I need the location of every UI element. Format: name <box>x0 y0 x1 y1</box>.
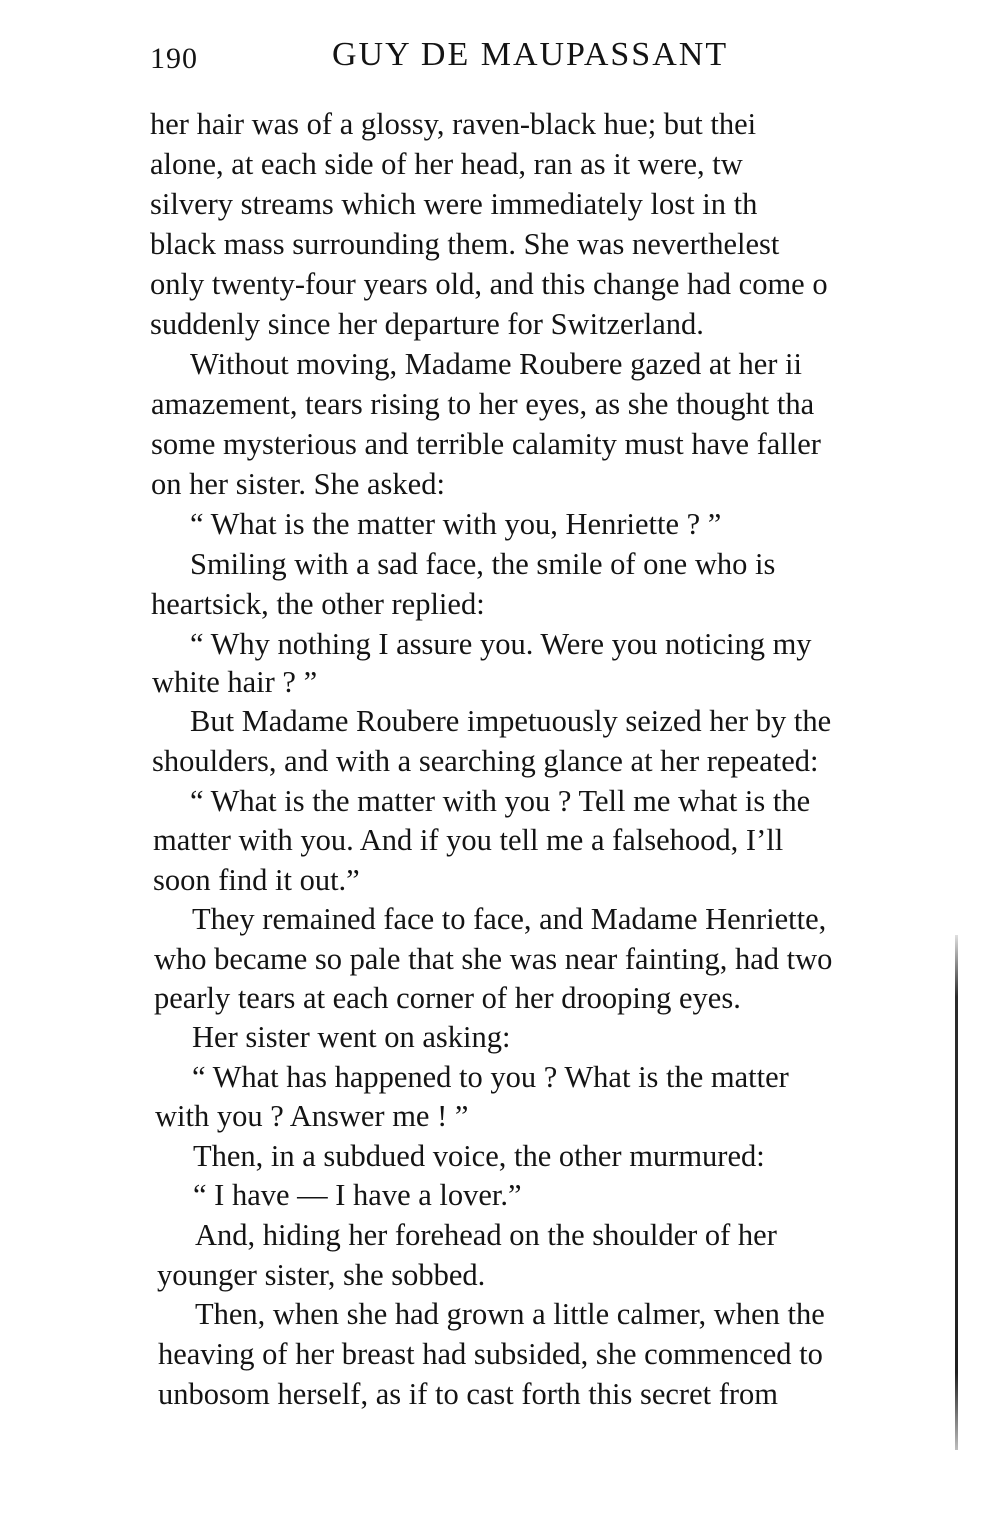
text-line: some mysterious and terrible calamity must have faller <box>151 427 821 461</box>
text-line: “ What has happened to you ? What is the matter <box>192 1060 789 1094</box>
text-line: her hair was of a glossy, raven-black hue; but thei <box>150 107 757 141</box>
text-line: suddenly since her departure for Switzerland. <box>150 307 704 341</box>
running-title: GUY DE MAUPASSANT <box>332 36 729 73</box>
text-line: who became so pale that she was near fainting, had two <box>154 942 833 976</box>
text-line: pearly tears at each corner of her drooping eyes. <box>154 981 741 1015</box>
page-header <box>150 36 950 80</box>
text-line: But Madame Roubere impetuously seized her by the <box>190 704 832 738</box>
text-line: heartsick, the other replied: <box>151 587 485 621</box>
page-edge-shadow <box>955 935 958 1450</box>
text-line: “ Why nothing I assure you. Were you noticing my <box>190 627 812 661</box>
text-line: heaving of her breast had subsided, she commenced to <box>158 1337 823 1371</box>
text-line: with you ? Answer me ! ” <box>155 1099 469 1133</box>
text-line: Then, when she had grown a little calmer, when the <box>195 1297 825 1331</box>
text-line: And, hiding her forehead on the shoulder of her <box>195 1218 777 1252</box>
text-line: amazement, tears rising to her eyes, as she thought tha <box>151 387 815 421</box>
text-line: unbosom herself, as if to cast forth this secret from <box>158 1377 779 1411</box>
text-line: soon find it out.” <box>153 863 360 897</box>
text-line: only twenty-four years old, and this change had come o <box>150 267 828 301</box>
text-line: on her sister. She asked: <box>151 467 445 501</box>
text-line: younger sister, she sobbed. <box>157 1258 486 1292</box>
page-number: 190 <box>150 42 198 75</box>
text-line: shoulders, and with a searching glance at her repeated: <box>152 744 819 778</box>
text-line: black mass surrounding them. She was neverthelest <box>150 227 780 261</box>
text-line: alone, at each side of her head, ran as it were, tw <box>150 147 743 181</box>
text-line: Without moving, Madame Roubere gazed at her ii <box>190 347 802 381</box>
text-line: white hair ? ” <box>152 665 318 699</box>
text-line: They remained face to face, and Madame Henriette, <box>192 902 827 936</box>
text-line: Her sister went on asking: <box>192 1020 511 1054</box>
text-line: Then, in a subdued voice, the other murmured: <box>193 1139 765 1173</box>
text-line: silvery streams which were immediately lost in th <box>150 187 758 221</box>
text-line: “ What is the matter with you, Henriette ? ” <box>190 507 722 541</box>
text-line: “ What is the matter with you ? Tell me what is the <box>190 784 811 818</box>
text-line: matter with you. And if you tell me a falsehood, I’ll <box>153 823 784 857</box>
text-line: “ I have — I have a lover.” <box>193 1178 522 1212</box>
text-line: Smiling with a sad face, the smile of one who is <box>190 547 776 581</box>
